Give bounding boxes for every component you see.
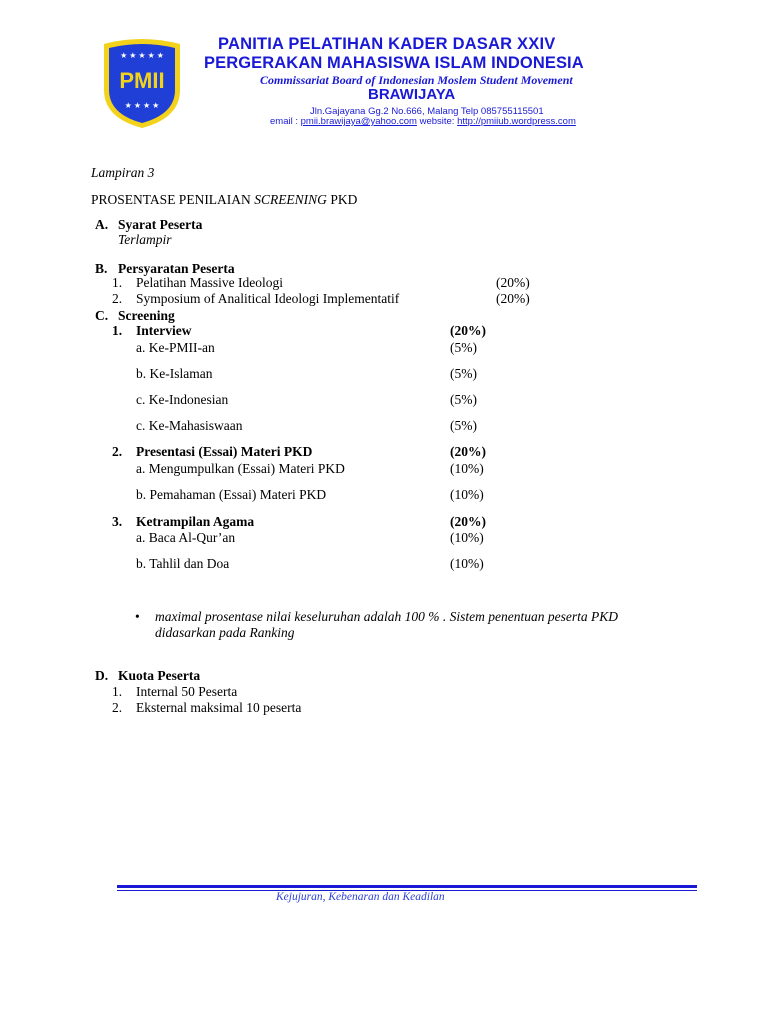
group-label: Presentasi (Essai) Materi PKD bbox=[136, 444, 313, 459]
footer-motto: Kejujuran, Kebenaran dan Keadilan bbox=[276, 891, 445, 903]
section-a-note: Terlampir bbox=[118, 232, 172, 247]
group-percentage: (20%) bbox=[450, 514, 486, 529]
group-label: Interview bbox=[136, 323, 192, 338]
percentage: (20%) bbox=[496, 275, 530, 290]
header-line-1: PANITIA PELATIHAN KADER DASAR XXIV bbox=[218, 35, 556, 53]
section-a-marker: A. bbox=[95, 217, 109, 232]
percentage: (10%) bbox=[450, 556, 484, 571]
percentage: (20%) bbox=[496, 291, 530, 306]
percentage: (5%) bbox=[450, 366, 477, 381]
group-label: Ketrampilan Agama bbox=[136, 514, 255, 529]
list-item: a. Ke-PMII-an bbox=[136, 340, 215, 355]
group-number: 2. bbox=[112, 444, 123, 459]
list-item-number: 1. bbox=[112, 275, 123, 290]
email-link[interactable]: pmii.brawijaya@yahoo.com bbox=[300, 116, 417, 127]
section-c-label: Screening bbox=[118, 308, 175, 323]
group-number: 1. bbox=[112, 323, 123, 338]
website-link[interactable]: http://pmiiub.wordpress.com bbox=[457, 116, 576, 127]
group-percentage: (20%) bbox=[450, 444, 486, 459]
section-d-label: Kuota Peserta bbox=[118, 668, 201, 683]
pmii-logo bbox=[100, 38, 184, 130]
header-line-2: PERGERAKAN MAHASISWA ISLAM INDONESIA bbox=[204, 54, 584, 72]
svg-text:PMII: PMII bbox=[119, 68, 165, 93]
list-item: b. Ke-Islaman bbox=[136, 366, 213, 381]
list-item: a. Baca Al-Qur’an bbox=[136, 530, 236, 545]
bullet-note-line-1: maximal prosentase nilai keseluruhan adalah 100 % . Sistem penentuan peserta PKD bbox=[155, 609, 618, 624]
footer-rule bbox=[117, 885, 697, 888]
svg-text:★ ★ ★ ★: ★ ★ ★ ★ bbox=[124, 101, 160, 110]
percentage: (5%) bbox=[450, 418, 477, 433]
percentage: (10%) bbox=[450, 487, 484, 502]
percentage: (10%) bbox=[450, 461, 484, 476]
list-item: b. Pemahaman (Essai) Materi PKD bbox=[136, 487, 327, 502]
header-line-3: Commissariat Board of Indonesian Moslem Student Movement bbox=[260, 73, 573, 87]
header-contact: email : pmii.brawijaya@yahoo.com website: http://pmiiub.wordpress.com bbox=[270, 116, 576, 127]
list-item: a. Mengumpulkan (Essai) Materi PKD bbox=[136, 461, 345, 476]
list-item-number: 2. bbox=[112, 700, 123, 715]
list-item: b. Tahlil dan Doa bbox=[136, 556, 230, 571]
lampiran-label: Lampiran 3 bbox=[91, 165, 155, 180]
list-item: Symposium of Analitical Ideologi Implementatif bbox=[136, 291, 400, 306]
header-line-4: BRAWIJAYA bbox=[368, 86, 456, 103]
section-b-marker: B. bbox=[95, 261, 108, 276]
bullet-note-line-2: didasarkan pada Ranking bbox=[155, 625, 295, 640]
list-item: c. Ke-Indonesian bbox=[136, 392, 229, 407]
document-title: PROSENTASE PENILAIAN SCREENING PKD bbox=[91, 192, 358, 207]
section-b-label: Persyaratan Peserta bbox=[118, 261, 235, 276]
section-d-marker: D. bbox=[95, 668, 109, 683]
percentage: (5%) bbox=[450, 392, 477, 407]
section-c-marker: C. bbox=[95, 308, 109, 323]
list-item: Pelatihan Massive Ideologi bbox=[136, 275, 283, 290]
list-item: Eksternal maksimal 10 peserta bbox=[136, 700, 302, 715]
percentage: (5%) bbox=[450, 340, 477, 355]
group-percentage: (20%) bbox=[450, 323, 486, 338]
list-item: c. Ke-Mahasiswaan bbox=[136, 418, 243, 433]
list-item: Internal 50 Peserta bbox=[136, 684, 238, 699]
list-item-number: 2. bbox=[112, 291, 123, 306]
svg-text:★ ★ ★ ★ ★: ★ ★ ★ ★ ★ bbox=[120, 51, 164, 60]
section-a-label: Syarat Peserta bbox=[118, 217, 203, 232]
group-number: 3. bbox=[112, 514, 123, 529]
percentage: (10%) bbox=[450, 530, 484, 545]
list-item-number: 1. bbox=[112, 684, 123, 699]
header-address: Jln.Gajayana Gg.2 No.666, Malang Telp 085755115501 bbox=[310, 106, 544, 117]
bullet-icon: • bbox=[135, 609, 140, 624]
